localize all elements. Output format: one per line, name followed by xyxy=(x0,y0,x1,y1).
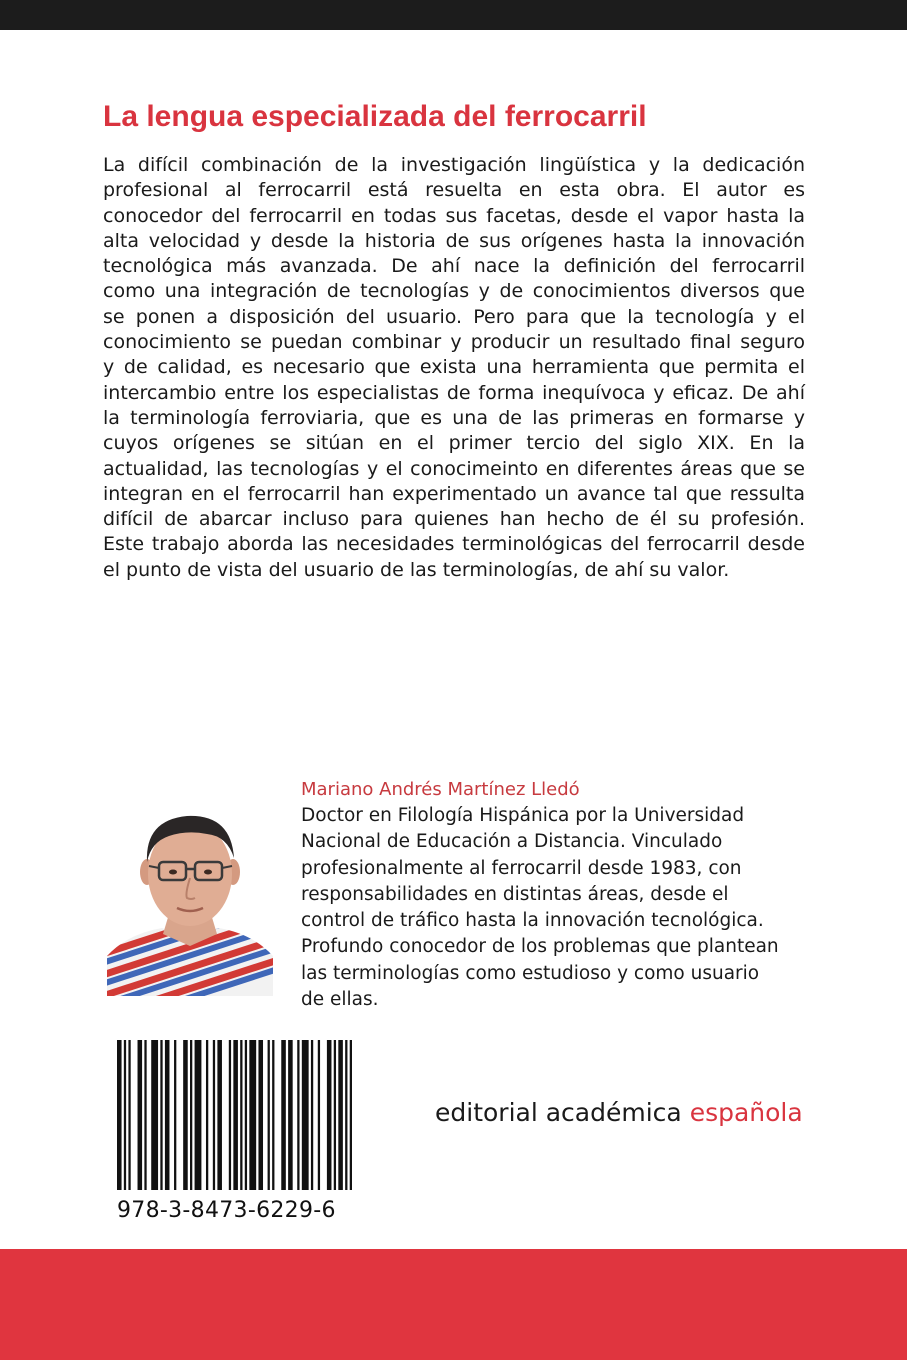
barcode-bar xyxy=(195,1040,202,1190)
description-line: integran en el ferrocarril han experimentado un avance tal que ressulta xyxy=(103,482,805,505)
barcode-bar xyxy=(249,1040,256,1190)
bio-line: las terminologías como estudioso y como usuario xyxy=(301,962,760,984)
barcode-bar xyxy=(268,1040,270,1190)
barcode-bar xyxy=(206,1040,208,1190)
description-line: difícil de abarcar incluso para quienes han hecho de él su profesión. xyxy=(103,508,805,531)
barcode-bar xyxy=(350,1040,352,1190)
barcode-bar xyxy=(318,1040,320,1190)
description-line: conocimiento se puedan combinar y producir un resultado final seguro xyxy=(103,331,805,354)
barcode-bar xyxy=(229,1040,231,1190)
description-line: profesional al ferrocarril está resuelta en esta obra. El autor es xyxy=(103,179,805,202)
barcode-bar xyxy=(151,1040,158,1190)
barcode-bar xyxy=(124,1040,126,1190)
barcode-bar xyxy=(240,1040,242,1190)
barcode-bar xyxy=(128,1040,130,1190)
description-line: alta velocidad y desde la historia de sus orígenes hasta la innovación xyxy=(103,229,805,252)
barcode-bar xyxy=(302,1040,309,1190)
barcode-bar xyxy=(338,1040,343,1190)
description-line: actualidad, las tecnologías y el conocimeinto en diferentes áreas que se xyxy=(103,457,805,480)
barcode-bar xyxy=(117,1040,122,1190)
barcode-bar xyxy=(281,1040,286,1190)
barcode-bar xyxy=(245,1040,247,1190)
bio-line: Doctor en Filología Hispánica por la Universidad xyxy=(301,805,745,826)
bio-line: responsabilidades en distintas áreas, desde el xyxy=(301,883,729,905)
bio-line: de ellas. xyxy=(301,989,379,1011)
description-line: se ponen a disposición del usuario. Pero para que la tecnología y el xyxy=(103,305,805,328)
bio-line: Nacional de Educación a Distancia. Vinculado xyxy=(301,831,723,853)
barcode-bar xyxy=(272,1040,274,1190)
book-description xyxy=(103,153,805,583)
book-title: La lengua especializada del ferrocarril xyxy=(103,100,647,133)
description-line: La difícil combinación de la investigación lingüística y la dedicación xyxy=(103,154,805,176)
description-line: el punto de vista del usuario de las terminologías, de ahí su valor. xyxy=(103,558,730,581)
barcode-bar xyxy=(233,1040,238,1190)
description-line: Este trabajo aborda las necesidades terminológicas del ferrocarril desde xyxy=(103,533,805,556)
author-photo xyxy=(107,806,273,996)
description-line: y de calidad, es necesario que exista una herramienta que permita el xyxy=(103,356,805,379)
description-line: tecnológica más avanzada. De ahí nace la definición del ferrocarril xyxy=(103,255,805,278)
top-band xyxy=(0,0,907,30)
publisher-name-part1: editorial académica xyxy=(435,1098,682,1127)
barcode-bar xyxy=(165,1040,170,1190)
description-line: intercambio entre los especialistas de forma inequívoca y eficaz. De ahí xyxy=(103,381,805,404)
isbn-number: 978-3-8473-6229-6 xyxy=(117,1198,336,1223)
bio-line: control de tráfico hasta la innovación tecnológica. xyxy=(301,910,764,932)
barcode-bar xyxy=(217,1040,222,1190)
publisher-name-part2: española xyxy=(689,1098,803,1127)
barcode-bar xyxy=(288,1040,293,1190)
barcode-bar xyxy=(311,1040,313,1190)
barcode-bar xyxy=(258,1040,263,1190)
description-line: cuyos orígenes se sitúan en el primer tercio del siglo XIX. En la xyxy=(103,432,805,455)
barcode-bar xyxy=(138,1040,143,1190)
publisher-logo xyxy=(435,1096,855,1130)
description-line: la terminología ferroviaria, que es una de las primeras en formarse y xyxy=(103,406,805,429)
barcode xyxy=(117,1040,352,1190)
barcode-bar xyxy=(327,1040,332,1190)
barcode-bar xyxy=(183,1040,188,1190)
barcode-bar xyxy=(345,1040,347,1190)
barcode-bar xyxy=(160,1040,162,1190)
barcode-bar xyxy=(144,1040,146,1190)
barcode-bar xyxy=(213,1040,215,1190)
bottom-band xyxy=(0,1249,907,1360)
description-line: como una integración de tecnologías y de conocimientos diversos que xyxy=(103,280,805,303)
author-name: Mariano Andrés Martínez Lledó xyxy=(301,779,580,800)
bio-line: profesionalmente al ferrocarril desde 1983, con xyxy=(301,857,742,879)
barcode-bar xyxy=(190,1040,192,1190)
barcode-bar xyxy=(174,1040,176,1190)
description-line: conocedor del ferrocarril en todas sus facetas, desde el vapor hasta la xyxy=(103,204,805,227)
author-bio xyxy=(301,803,821,1013)
barcode-bar xyxy=(297,1040,299,1190)
bio-line: Profundo conocedor de los problemas que plantean xyxy=(301,936,779,958)
barcode-bar xyxy=(334,1040,336,1190)
